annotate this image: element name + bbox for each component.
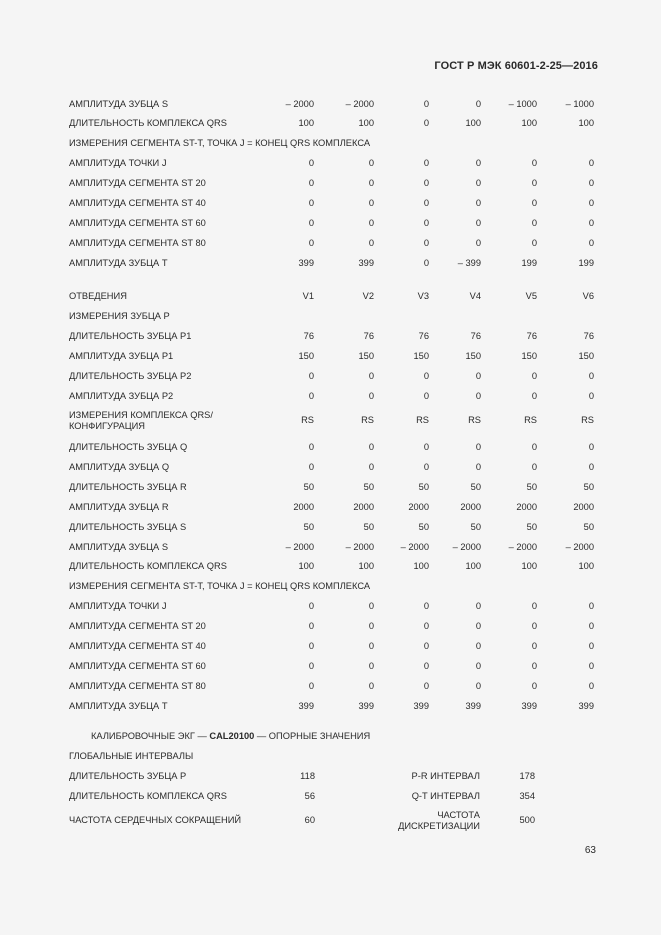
- cell-value: 150: [578, 351, 594, 361]
- cell-value: 0: [368, 218, 374, 228]
- row-label: АМПЛИТУДА ЗУБЦА P1: [69, 351, 174, 361]
- cell-value: 76: [418, 331, 429, 341]
- cell-value: 0: [531, 601, 537, 611]
- cell-value: – 2000: [345, 542, 374, 552]
- row-label: ДЛИТЕЛЬНОСТЬ ЗУБЦА Q: [69, 442, 188, 452]
- row-label: АМПЛИТУДА ЗУБЦА Q: [69, 462, 170, 472]
- cell-value: 50: [418, 522, 429, 532]
- cell-value: 0: [531, 641, 537, 651]
- row-label: АМПЛИТУДА ЗУБЦА S: [69, 542, 169, 552]
- cell-value: 50: [303, 482, 314, 492]
- cell-value: 0: [531, 661, 537, 671]
- cell-value: 0: [423, 442, 429, 452]
- cell-value: – 2000: [345, 99, 374, 109]
- row-label: АМПЛИТУДА ТОЧКИ J: [69, 601, 167, 611]
- cell-value: 0: [588, 641, 594, 651]
- cell-value: 100: [358, 118, 374, 128]
- calibration-caption: [91, 731, 370, 741]
- cell-value: 0: [308, 661, 314, 671]
- cell-value: 0: [588, 621, 594, 631]
- calibration-code: CAL20100: [209, 731, 255, 741]
- cell-value: 0: [368, 178, 374, 188]
- global-value-2: 178: [519, 771, 535, 781]
- cell-value: V1: [302, 291, 314, 301]
- cell-value: 50: [418, 482, 429, 492]
- global-value-2: 500: [519, 815, 535, 825]
- cell-value: 0: [423, 641, 429, 651]
- cell-value: 100: [578, 118, 594, 128]
- cell-value: 50: [303, 522, 314, 532]
- cell-value: 100: [521, 561, 537, 571]
- cell-value: 0: [308, 371, 314, 381]
- cell-value: 0: [308, 178, 314, 188]
- cell-value: 50: [526, 482, 537, 492]
- global-intervals-title: ГЛОБАЛЬНЫЕ ИНТЕРВАЛЫ: [69, 751, 194, 761]
- cell-value: 50: [470, 522, 481, 532]
- cell-value: 0: [423, 99, 429, 109]
- cell-value: 0: [308, 462, 314, 472]
- cell-value: 0: [308, 198, 314, 208]
- cell-value: 0: [588, 442, 594, 452]
- cell-value: 0: [531, 462, 537, 472]
- cell-value: 2000: [293, 502, 314, 512]
- cell-value: 0: [531, 198, 537, 208]
- cell-value: 0: [475, 218, 481, 228]
- row-label: ДЛИТЕЛЬНОСТЬ КОМПЛЕКСА QRS: [69, 118, 227, 128]
- cell-value: 0: [423, 371, 429, 381]
- cell-value: 0: [475, 621, 481, 631]
- cell-value: 0: [308, 218, 314, 228]
- cell-value: 0: [368, 601, 374, 611]
- cell-value: 0: [308, 601, 314, 611]
- cell-value: 50: [363, 482, 374, 492]
- cell-value: V5: [525, 291, 537, 301]
- cell-value: 100: [413, 561, 429, 571]
- cell-value: 0: [423, 391, 429, 401]
- cell-value: 0: [368, 442, 374, 452]
- cell-value: 150: [298, 351, 314, 361]
- row-label: ДЛИТЕЛЬНОСТЬ ЗУБЦА R: [69, 482, 187, 492]
- cell-value: 0: [308, 391, 314, 401]
- cell-value: 399: [413, 701, 429, 711]
- cell-value: 76: [470, 331, 481, 341]
- cell-value: RS: [581, 415, 594, 425]
- cell-value: 0: [368, 621, 374, 631]
- cell-value: 399: [298, 258, 314, 268]
- cell-value: 0: [531, 158, 537, 168]
- cell-value: 0: [531, 681, 537, 691]
- cell-value: 0: [588, 661, 594, 671]
- global-label: ДЛИТЕЛЬНОСТЬ КОМПЛЕКСА QRS: [69, 791, 227, 801]
- cell-value: V3: [417, 291, 429, 301]
- cell-value: 76: [526, 331, 537, 341]
- cell-value: 0: [531, 178, 537, 188]
- cell-value: 100: [521, 118, 537, 128]
- cell-value: 0: [423, 258, 429, 268]
- document-header: ГОСТ Р МЭК 60601-2-25—2016: [434, 60, 598, 72]
- row-label: АМПЛИТУДА СЕГМЕНТА ST 20: [69, 178, 206, 188]
- cell-value: 100: [578, 561, 594, 571]
- cell-value: 0: [423, 218, 429, 228]
- cell-value: 399: [578, 701, 594, 711]
- cell-value: RS: [416, 415, 429, 425]
- cell-value: – 1000: [565, 99, 594, 109]
- cell-value: 0: [588, 218, 594, 228]
- cell-value: 0: [588, 391, 594, 401]
- global-label-2: Q-T ИНТЕРВАЛ: [411, 791, 480, 801]
- row-label: АМПЛИТУДА ЗУБЦА P2: [69, 391, 174, 401]
- cell-value: 0: [531, 621, 537, 631]
- cell-value: 399: [298, 701, 314, 711]
- row-label: АМПЛИТУДА ТОЧКИ J: [69, 158, 167, 168]
- cell-value: 0: [423, 118, 429, 128]
- row-label: ДЛИТЕЛЬНОСТЬ КОМПЛЕКСА QRS: [69, 561, 227, 571]
- cell-value: RS: [468, 415, 481, 425]
- cell-value: 150: [413, 351, 429, 361]
- row-label: ИЗМЕРЕНИЯ КОМПЛЕКСА QRS/КОНФИГУРАЦИЯ: [69, 410, 213, 431]
- cell-value: 100: [298, 561, 314, 571]
- cell-value: 0: [423, 601, 429, 611]
- cell-value: 0: [368, 681, 374, 691]
- cell-value: 50: [583, 482, 594, 492]
- cell-value: 0: [368, 371, 374, 381]
- cell-value: 0: [588, 371, 594, 381]
- cell-value: 0: [368, 391, 374, 401]
- cell-value: 76: [363, 331, 374, 341]
- section-title: ИЗМЕРЕНИЯ СЕГМЕНТА ST-T, ТОЧКА J = КОНЕЦ QRS КОМПЛЕКСА: [69, 581, 371, 591]
- cell-value: 0: [588, 238, 594, 248]
- cell-value: 399: [358, 258, 374, 268]
- page-number: 63: [584, 845, 596, 856]
- cell-value: 0: [308, 641, 314, 651]
- cell-value: 0: [368, 238, 374, 248]
- cell-value: – 2000: [285, 99, 314, 109]
- cell-value: 150: [521, 351, 537, 361]
- cell-value: 0: [588, 681, 594, 691]
- cell-value: 100: [298, 118, 314, 128]
- cell-value: 399: [521, 701, 537, 711]
- cell-value: 0: [423, 158, 429, 168]
- cell-value: 0: [308, 621, 314, 631]
- cell-value: 199: [521, 258, 537, 268]
- cell-value: 0: [368, 462, 374, 472]
- section-title: ИЗМЕРЕНИЯ ЗУБЦА P: [69, 311, 170, 321]
- cell-value: 0: [475, 178, 481, 188]
- row-label: АМПЛИТУДА СЕГМЕНТА ST 20: [69, 621, 206, 631]
- global-label-2: ЧАСТОТА ДИСКРЕТИЗАЦИИ: [398, 810, 480, 831]
- row-label: АМПЛИТУДА ЗУБЦА T: [69, 701, 168, 711]
- row-label: ДЛИТЕЛЬНОСТЬ ЗУБЦА P2: [69, 371, 192, 381]
- row-label: ОТВЕДЕНИЯ: [69, 291, 127, 301]
- row-label: АМПЛИТУДА СЕГМЕНТА ST 80: [69, 681, 206, 691]
- global-value: 60: [304, 815, 315, 825]
- cell-value: – 2000: [285, 542, 314, 552]
- row-label: АМПЛИТУДА СЕГМЕНТА ST 60: [69, 218, 206, 228]
- cell-value: 0: [588, 198, 594, 208]
- cell-value: 0: [475, 198, 481, 208]
- row-label: ДЛИТЕЛЬНОСТЬ ЗУБЦА S: [69, 522, 187, 532]
- cell-value: 50: [470, 482, 481, 492]
- cell-value: 50: [583, 522, 594, 532]
- cell-value: 0: [423, 198, 429, 208]
- global-label: ЧАСТОТА СЕРДЕЧНЫХ СОКРАЩЕНИЙ: [69, 815, 242, 825]
- cell-value: 0: [475, 238, 481, 248]
- cell-value: 0: [423, 238, 429, 248]
- cell-value: – 1000: [508, 99, 537, 109]
- cell-value: 76: [583, 331, 594, 341]
- cell-value: 0: [423, 661, 429, 671]
- cell-value: 0: [368, 198, 374, 208]
- cell-value: – 2000: [452, 542, 481, 552]
- global-label: ДЛИТЕЛЬНОСТЬ ЗУБЦА P: [69, 771, 187, 781]
- cell-value: 150: [358, 351, 374, 361]
- row-label: АМПЛИТУДА СЕГМЕНТА ST 40: [69, 198, 206, 208]
- cell-value: RS: [301, 415, 314, 425]
- cell-value: 0: [531, 371, 537, 381]
- cell-value: 0: [588, 601, 594, 611]
- cell-value: 0: [308, 442, 314, 452]
- cell-value: – 399: [457, 258, 481, 268]
- cell-value: – 2000: [508, 542, 537, 552]
- cell-value: 0: [308, 238, 314, 248]
- cell-value: 0: [475, 462, 481, 472]
- cell-value: 0: [475, 391, 481, 401]
- cell-value: 199: [578, 258, 594, 268]
- cell-value: 0: [475, 158, 481, 168]
- cell-value: V4: [469, 291, 481, 301]
- cell-value: 399: [465, 701, 481, 711]
- cell-value: 150: [465, 351, 481, 361]
- cell-value: 0: [308, 158, 314, 168]
- row-label: АМПЛИТУДА ЗУБЦА S: [69, 99, 169, 109]
- cell-value: 2000: [516, 502, 537, 512]
- global-value-2: 354: [519, 791, 535, 801]
- row-label: ДЛИТЕЛЬНОСТЬ ЗУБЦА P1: [69, 331, 192, 341]
- cell-value: 0: [368, 158, 374, 168]
- cell-value: 0: [531, 391, 537, 401]
- cell-value: 0: [475, 371, 481, 381]
- cell-value: 50: [526, 522, 537, 532]
- calibration-prefix: КАЛИБРОВОЧНЫЕ ЭКГ —: [91, 731, 210, 741]
- global-label-2: P-R ИНТЕРВАЛ: [411, 771, 480, 781]
- cell-value: 0: [531, 218, 537, 228]
- cell-value: 0: [368, 661, 374, 671]
- cell-value: 0: [423, 462, 429, 472]
- cell-value: 0: [588, 462, 594, 472]
- cell-value: 100: [465, 118, 481, 128]
- row-label: АМПЛИТУДА ЗУБЦА T: [69, 258, 168, 268]
- cell-value: 76: [303, 331, 314, 341]
- row-label: АМПЛИТУДА СЕГМЕНТА ST 80: [69, 238, 206, 248]
- cell-value: 2000: [573, 502, 594, 512]
- cell-value: 0: [531, 238, 537, 248]
- cell-value: 0: [423, 681, 429, 691]
- cell-value: V2: [362, 291, 374, 301]
- cell-value: RS: [524, 415, 537, 425]
- cell-value: V6: [582, 291, 594, 301]
- cell-value: 399: [358, 701, 374, 711]
- cell-value: 0: [475, 99, 481, 109]
- row-label: АМПЛИТУДА ЗУБЦА R: [69, 502, 169, 512]
- cell-value: 0: [423, 178, 429, 188]
- cell-value: – 2000: [565, 542, 594, 552]
- cell-value: 0: [475, 601, 481, 611]
- cell-value: – 2000: [400, 542, 429, 552]
- cell-value: 0: [475, 442, 481, 452]
- cell-value: 0: [475, 661, 481, 671]
- cell-value: 0: [475, 641, 481, 651]
- cell-value: 0: [475, 681, 481, 691]
- global-value: 56: [304, 791, 315, 801]
- cell-value: 100: [465, 561, 481, 571]
- calibration-suffix: — ОПОРНЫЕ ЗНАЧЕНИЯ: [254, 731, 371, 741]
- global-value: 118: [300, 771, 315, 781]
- cell-value: 0: [423, 621, 429, 631]
- cell-value: 0: [588, 158, 594, 168]
- cell-value: 50: [363, 522, 374, 532]
- cell-value: 0: [368, 641, 374, 651]
- cell-value: 0: [588, 178, 594, 188]
- cell-value: 0: [308, 681, 314, 691]
- cell-value: 2000: [460, 502, 481, 512]
- row-label: АМПЛИТУДА СЕГМЕНТА ST 40: [69, 641, 206, 651]
- cell-value: 100: [358, 561, 374, 571]
- cell-value: 2000: [353, 502, 374, 512]
- cell-value: 0: [531, 442, 537, 452]
- cell-value: 2000: [408, 502, 429, 512]
- cell-value: RS: [361, 415, 374, 425]
- section-title: ИЗМЕРЕНИЯ СЕГМЕНТА ST-T, ТОЧКА J = КОНЕЦ QRS КОМПЛЕКСА: [69, 138, 371, 148]
- row-label: АМПЛИТУДА СЕГМЕНТА ST 60: [69, 661, 206, 671]
